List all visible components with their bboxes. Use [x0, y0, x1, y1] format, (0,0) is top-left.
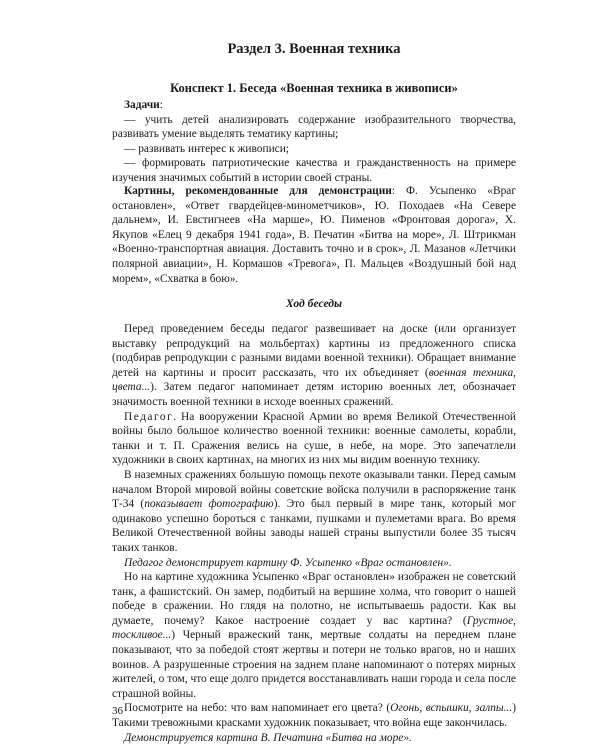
pictures-block: [112, 184, 516, 286]
body-paragraph: [112, 410, 516, 468]
stage-direction: Демонстрируется картина В. Печатина «Битва на море».: [124, 731, 412, 744]
body-paragraph: [112, 570, 516, 701]
body-emphasis: Грустное, тоскливое...: [112, 614, 516, 642]
body-paragraph: [112, 701, 516, 730]
pictures-paragraph: [112, 184, 516, 286]
body-text: Но на картине художника Усыпенко «Враг остановлен» изображен не советский танк, а фашистский. Он замер, подбитый на вершине холма, что говорит о нашей победе в сражении. Но глядя на полотно, не испытываешь радости. Как вы думаете, почему? Какое настроение создает у вас картина? (: [112, 571, 516, 627]
body-emphasis: военная техника, цвета...: [112, 366, 516, 394]
body-text: В наземных сражениях большую помощь пехоте оказывали танки. Перед самым началом Второй мировой войны советские войска получили в распоряжение танк Т-34 (: [112, 468, 516, 511]
section-title: Раздел 3. Военная техника: [227, 41, 401, 57]
body-text: ) Черный вражеский танк, мертвые солдаты на переднем плане показывают, что за победой стоят жертвы и потери не только врагов, но и наших воинов. А разрушенные строения на заднем плане напоминают о потерях мирных жителей, о том, что еще долго придется восстанавливать наши города и села после страшной войны.: [112, 629, 516, 700]
progress-title: Ход беседы: [285, 297, 343, 310]
body-paragraph: [112, 322, 516, 410]
goal-item: — учить детей анализировать содержание изобразительного творчества, развивать умение выделять тематику картины;: [112, 113, 516, 141]
body-text: ) Такими тревожными красками художник показывает, что война еще закончилась.: [112, 702, 516, 730]
pictures-heading: Картины, рекомендованные для демонстрации: [124, 185, 392, 197]
lesson-title: Конспект 1. Беседа «Военная техника в живописи»: [170, 81, 458, 95]
body-emphasis: Огонь, вспышки, залпы...: [390, 702, 513, 715]
body-text: Перед проведением беседы педагог развешивает на доске (или организует выставку репродукций на мольбертах) картины из предложенного списка (подбирав репродукции с разными видами военной техники). Обращает внимание детей на картины и просит рассказать, что их объединяет (: [112, 323, 516, 379]
goals-heading: Задачи: [124, 99, 160, 111]
body-text: Посмотрите на небо: что вам напоминает его цвета? (: [124, 702, 391, 715]
body-text: ). Затем педагог напоминает детям историю военных лет, обозначает значимость военной техники в исходе военных сражений.: [112, 381, 516, 408]
goal-item: — развивать интерес к живописи;: [124, 142, 289, 155]
goals-heading-line: [112, 98, 516, 113]
speaker-label: Педагог: [124, 410, 174, 423]
goals-heading-colon: :: [159, 99, 163, 111]
lesson-body: [112, 322, 516, 745]
body-emphasis: показывает фотографию: [144, 498, 274, 511]
goal-item: — формировать патриотические качества и гражданственность на примере изучения значимых событий в истории своей страны.: [112, 157, 516, 184]
pictures-text: : Ф. Усыпенко «Враг остановлен», «Ответ гвардейцев-минометчиков», Ю. Походаев «На Севере дальнем», И. Евстигнеев «На марше», Ю. Пименов «Фронтовая дорога», Х. Якупов «Елец 9 декабря 1941 года», В. Печатин «Битва на море», Л. Штрикман «Военно-транспортная авиация. Доставить точно и в срок», Л. Мазанов «Летчики полярной авиации», Н. Кормашов «Тревога», П. Мальцев «Воздушный бой над морем», «Схватка в бою».: [112, 185, 516, 285]
page-number: 36: [112, 705, 123, 717]
goals-block: [112, 98, 516, 186]
body-text: ). Это был первый в мире танк, который мог одинаково успешно бороться с танками, пушками и пулеметами врага. Во время Великой Отечественной войны заводы нашей страны выпустили более 35 тысяч таких танков.: [112, 498, 516, 554]
body-text: . На вооружении Красной Армии во время Великой Отечественной войны было большое количество военной техники: военные самолеты, корабли, танки и т. П. Сражения велись на суше, в небе, на море. Это запечатлели художники в своих картинах, на многих из них мы видим военную технику.: [112, 410, 516, 467]
stage-direction: Педагог демонстрирует картину Ф. Усыпенко «Враг остановлен».: [124, 556, 452, 569]
body-paragraph: [112, 468, 516, 556]
